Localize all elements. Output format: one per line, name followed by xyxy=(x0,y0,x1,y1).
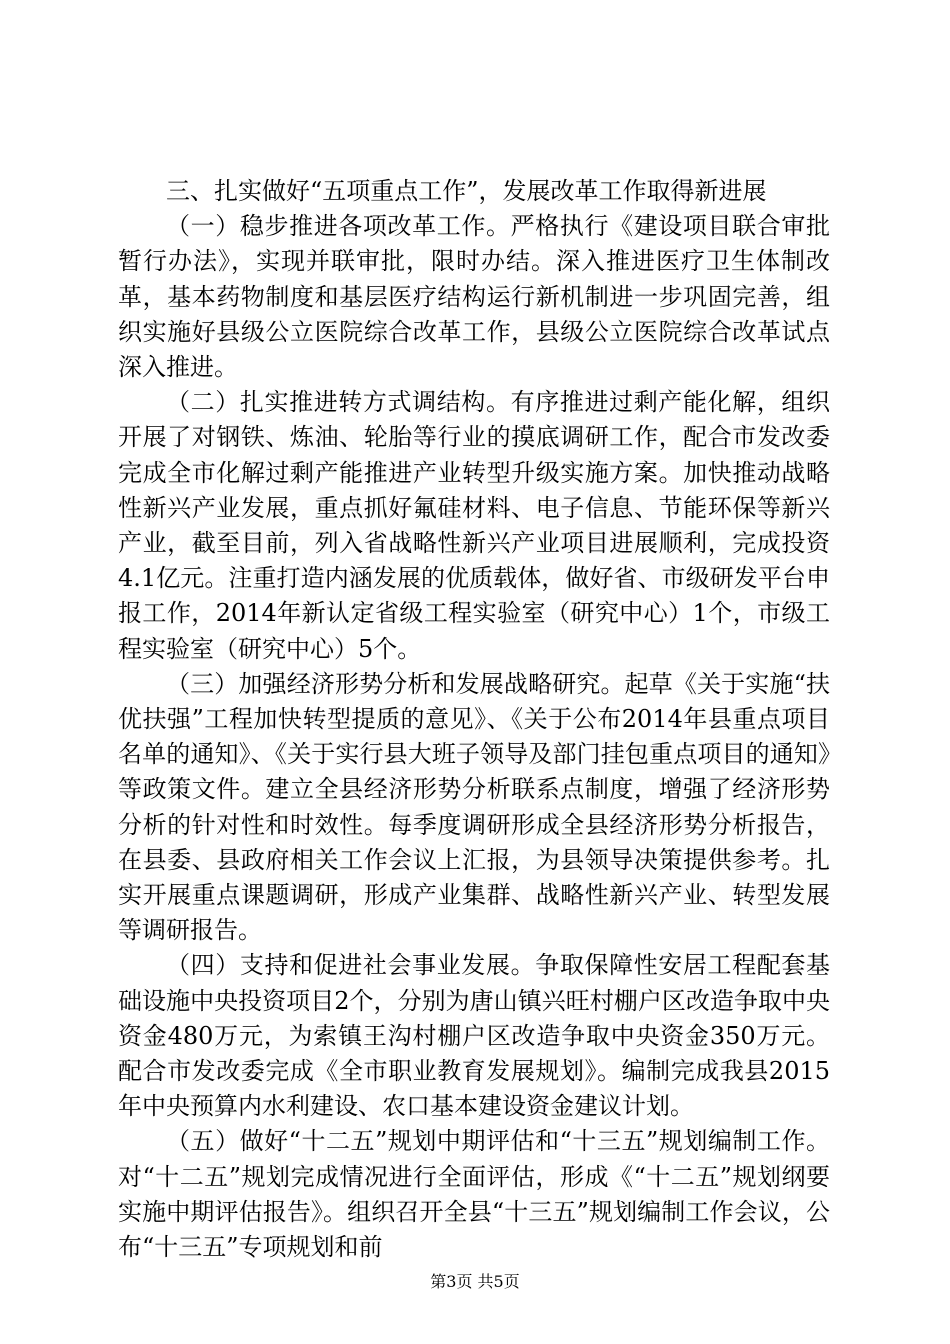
paragraph-reform: （一）稳步推进各项改革工作。严格执行《建设项目联合审批暂行办法》，实现并联审批，限时办结。深入推进医疗卫生体制改革，基本药物制度和基层医疗结构运行新机制进一步巩固完善，组织实施好县级公立医院综合改革工作，县级公立医院综合改革试点深入推进。 xyxy=(118,212,830,382)
page-number-footer: 第3页 共5页 xyxy=(430,1272,520,1291)
paragraph-five-year-plan: （五）做好“十二五”规划中期评估和“十三五”规划编制工作。对“十二五”规划完成情况进行全面评估，形成《“十二五”规划纲要实施中期评估报告》。组织召开全县“十三五”规划编制工作会议，公布“十三五”专项规划和前 xyxy=(118,1127,830,1262)
document-body xyxy=(118,174,830,1265)
paragraph-economic-analysis: （三）加强经济形势分析和发展战略研究。起草《关于实施“扶优扶强”工程加快转型提质的意见》、《关于公布2014年县重点项目名单的通知》、《关于实行县大班子领导及部门挂包重点项目的通知》等政策文件。建立全县经济形势分析联系点制度，增强了经济形势分析的针对性和时效性。每季度调研形成全县经济形势分析报告，在县委、县政府相关工作会议上汇报，为县领导决策提供参考。扎实开展重点课题调研，形成产业集群、战略性新兴产业、转型发展等调研报告。 xyxy=(118,669,830,945)
paragraph-social-development: （四）支持和促进社会事业发展。争取保障性安居工程配套基础设施中央投资项目2个，分别为唐山镇兴旺村棚户区改造争取中央资金480万元，为索镇王沟村棚户区改造争取中央资金350万元。配合市发改委完成《全市职业教育发展规划》。编制完成我县2015年中央预算内水利建设、农口基本建设资金建议计划。 xyxy=(118,951,830,1121)
section-heading: 三、扎实做好“五项重点工作”，发展改革工作取得新进展 xyxy=(166,177,767,205)
paragraph-structure: （二）扎实推进转方式调结构。有序推进过剩产能化解，组织开展了对钢铁、炼油、轮胎等行业的摸底调研工作，配合市发改委完成全市化解过剩产能推进产业转型升级实施方案。加快推动战略性新兴产业发展，重点抓好氟硅材料、电子信息、节能环保等新兴产业，截至目前，列入省战略性新兴产业项目进展顺利，完成投资4.1亿元。注重打造内涵发展的优质载体，做好省、市级研发平台申报工作，2014年新认定省级工程实验室（研究中心）1个，市级工程实验室（研究中心）5个。 xyxy=(118,388,830,663)
